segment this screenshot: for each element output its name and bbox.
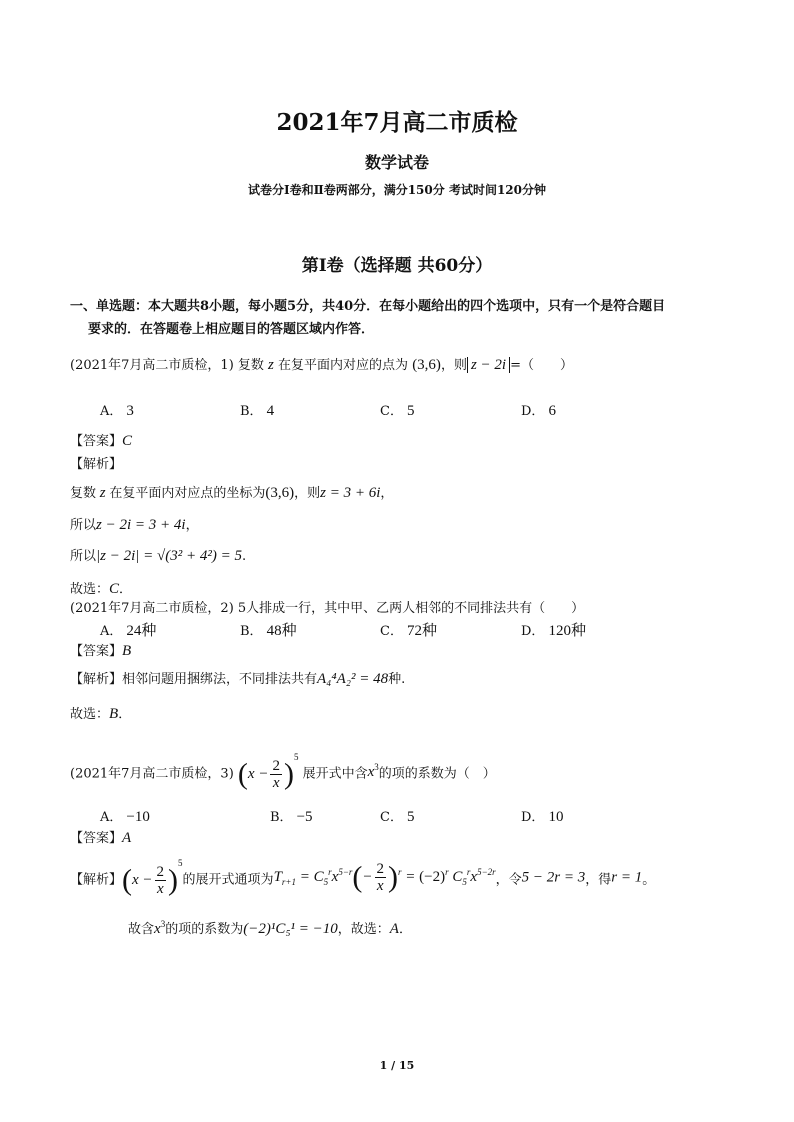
q1-analysis-label: 【解析】 — [70, 457, 123, 472]
q3-final: 故含$x^3$的项的系数为(−2)¹C₅¹ = −10，故选：A． — [128, 919, 412, 937]
page-number: 1 / 15 — [379, 1059, 415, 1072]
q1-answer: 【答案】C — [70, 433, 133, 449]
document-subtitle: 数学试卷 — [364, 153, 429, 172]
q3-option-c[interactable]: C． 5 — [380, 809, 415, 825]
q1-solution-line-1: 复数 z 在复平面内对应点的坐标为(3,6)，则z = 3 + 6i， — [70, 485, 394, 501]
q2-choose: 故选：B． — [70, 706, 132, 722]
q3-stem: (2021年7月高二市质检，3) (x − $\frac{2}{x}$ )$^5$ 展开式中含$x^3$的项的系数为（ ） — [70, 752, 496, 792]
q2-analysis: 【解析】相邻问题用捆绑法，不同排法共有A₄⁴A₂² = 48种. — [70, 671, 406, 687]
section-instruction — [70, 295, 730, 341]
q2-option-a[interactable]: A． 24种 — [100, 623, 157, 639]
q1-choose: 故选：C． — [70, 581, 133, 597]
q3-option-d[interactable]: D． 10 — [521, 809, 564, 825]
q3-option-b[interactable]: B． −5 — [270, 809, 313, 825]
q3-option-a[interactable]: A． −10 — [100, 809, 150, 825]
q1-option-a[interactable]: A． 3 — [100, 403, 134, 419]
q2-answer: 【答案】B — [70, 643, 132, 659]
q2-option-c[interactable]: C． 72种 — [380, 623, 437, 639]
q2-stem: (2021年7月高二市质检，2) 5人排成一行，其中甲、乙两人相邻的不同排法共有（ ） — [70, 601, 585, 616]
q2-option-b[interactable]: B． 48种 — [240, 623, 297, 639]
q2-option-d[interactable]: D． 120种 — [521, 623, 586, 639]
q1-option-b[interactable]: B． 4 — [240, 403, 275, 419]
q3-answer: 【答案】A — [70, 830, 132, 846]
exam-info: 试卷分Ⅰ卷和Ⅱ卷两部分，满分150分 考试时间120分钟 — [247, 183, 546, 197]
q1-option-d[interactable]: D． 6 — [521, 403, 556, 419]
q3-analysis: 【解析】(x − $\frac{2}{x}$ )$^5$的展开式通项为$T_{r+1} = C_5^rx^{5-r}(-$ $\frac{2}{x}$ )$^r = (-2)^r$ $C_5^rx^{5-2r}$，令5 − 2r = 3，得r = 1。 — [70, 858, 656, 898]
section-line-2: 要求的．在答题卷上相应题目的答题区域内作答． — [88, 322, 375, 337]
q1-option-c[interactable]: C． 5 — [380, 403, 415, 419]
section-line-1: 一、单选题：本大题共8小题，每小题5分，共40分．在每小题给出的四个选项中，只有一个是符合题目 — [70, 299, 666, 314]
q1-solution-line-2: 所以z − 2i = 3 + 4i， — [70, 517, 199, 533]
q1-solution-line-3: 所以|z − 2i| = √(3² + 4²) = 5. — [70, 548, 247, 564]
volume-heading: 第Ⅰ卷（选择题 共60分） — [301, 256, 493, 276]
document-title: 2021年7月高二市质检 — [276, 109, 518, 136]
q1-stem: (2021年7月高二市质检，1) 复数 z 在复平面内对应的点为 (3,6)，则 z − 2i =（ ） — [70, 357, 573, 373]
binomial-expression: (x − $\frac{2}{x}$ )$^5$ — [237, 752, 299, 792]
